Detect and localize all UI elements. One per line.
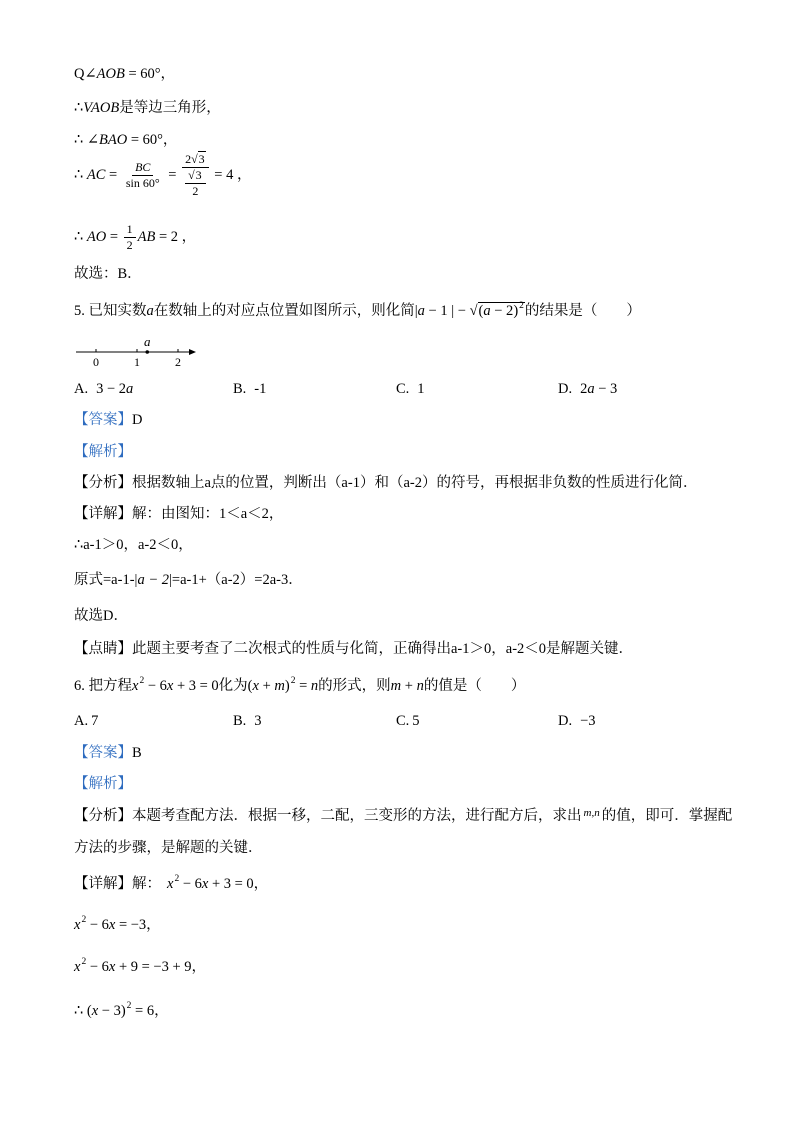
solution-line-ac — [74, 152, 251, 199]
exponent: 2 — [290, 676, 296, 686]
xiangjie-lead: 解： — [132, 876, 161, 892]
radicand — [478, 302, 525, 319]
expression — [415, 302, 525, 319]
variable-a: a — [417, 303, 425, 319]
option-variable: a — [126, 381, 134, 397]
option-text: 1 — [417, 381, 425, 397]
fraction-denominator: 2 — [126, 238, 133, 252]
variable-x: x — [91, 1003, 99, 1019]
option-label: C. — [396, 381, 410, 397]
equation-step-0 — [167, 876, 254, 892]
fraction-2root3-over-half-root3 — [182, 152, 209, 199]
radical-sign: √ — [188, 168, 195, 182]
sum-expression — [391, 678, 424, 694]
angle-name: BAO — [99, 132, 128, 148]
xiangjie-text: 解：由图知：1＜a＜2， — [132, 506, 284, 522]
q5-option-a — [74, 379, 133, 399]
equation-rest: = 60°， — [124, 66, 176, 82]
exponent: 2 — [126, 1001, 132, 1011]
q6-option-b — [233, 711, 262, 731]
variable-x: x — [74, 917, 81, 933]
therefore-symbol: ∴ — [74, 100, 84, 116]
variable-m: m — [390, 678, 402, 694]
nested-numerator — [185, 168, 206, 184]
q5-dianjing — [74, 639, 633, 659]
option-text: -1 — [254, 381, 267, 397]
fenxi-variables: m,n — [583, 807, 600, 819]
term: − 3 — [98, 1003, 121, 1019]
term: + 3 = 0 — [208, 876, 254, 892]
radical-sign: √ — [469, 303, 478, 319]
therefore-symbol: ∴ — [74, 228, 87, 245]
number-line-figure — [70, 332, 205, 374]
q5-option-c — [396, 379, 425, 399]
q6-option-d — [558, 711, 596, 731]
option-value — [254, 381, 266, 397]
stem-text: 化为 — [218, 678, 248, 694]
equation-step-2 — [74, 957, 206, 979]
variable-a: a — [483, 303, 491, 319]
q5-xiangjie — [74, 504, 283, 524]
step-text-tail: =a-1+（a-2）=2a-3． — [171, 572, 303, 588]
abs-bar: | — [134, 572, 138, 588]
question-number: 5. — [74, 303, 89, 319]
number-line-point-label: a — [144, 334, 151, 349]
equals-sign: = — [295, 678, 311, 694]
variable-x: x — [252, 678, 259, 694]
exponent: 2 — [139, 676, 145, 686]
left-paren: ( — [247, 678, 253, 694]
q6-option-a — [74, 711, 98, 731]
option-label: A. — [74, 381, 89, 397]
option-value: 7 — [91, 713, 99, 729]
q6-fenxi — [74, 806, 732, 827]
variable-x: x — [167, 876, 174, 892]
solution-line-ao — [74, 222, 196, 253]
fraction-numerator — [182, 152, 209, 168]
radicand: 3 — [195, 168, 202, 182]
exponent: 2 — [81, 957, 87, 967]
variable-a: a — [146, 303, 154, 319]
stem-text: 在数轴上的对应点位置如图所示，则化简 — [153, 303, 415, 319]
fenxi-tag: 【分析】 — [74, 808, 132, 824]
q5-fenxi — [74, 473, 697, 493]
therefore-symbol: ∴ — [74, 166, 87, 183]
dianjing-text: 此题主要考查了二次根式的性质与化简，正确得出a-1＞0，a-2＜0是解题关键． — [132, 641, 634, 657]
stem-text: 的形式，则 — [318, 678, 391, 694]
option-variable: a — [587, 381, 595, 397]
left-paren: ( — [478, 303, 484, 319]
therefore-symbol: ∴ — [74, 1003, 87, 1019]
fraction-numerator: BC — [132, 160, 153, 176]
number-line-tick-label: 0 — [93, 355, 99, 369]
variable-m: m — [274, 678, 285, 694]
variable-x: x — [201, 876, 209, 892]
xiangjie-tag: 【详解】 — [74, 876, 132, 892]
fraction-denominator — [182, 168, 209, 199]
minus-one: − 1 — [424, 303, 452, 319]
q6-fenxi-continued: 方法的步骤，是解题的关键． — [74, 840, 263, 856]
radicand: 3 — [198, 152, 205, 166]
because-symbol: Q∠ — [74, 66, 97, 82]
segment-name: AO — [86, 228, 107, 245]
q6-analysis-tag: 【解析】 — [74, 776, 132, 792]
fraction-denominator: sin 60° — [125, 176, 160, 190]
option-label: A. — [74, 713, 89, 729]
term: − 6 — [144, 678, 167, 694]
equation-target-form — [248, 678, 318, 694]
equals-sign: = — [164, 166, 181, 183]
coefficient: 2 — [185, 152, 192, 166]
option-value — [580, 381, 617, 397]
term: = −3 — [115, 917, 147, 933]
right-paren: ) — [284, 678, 290, 694]
abs-bar: | — [451, 303, 455, 319]
equation-rest: = 60°， — [127, 132, 178, 148]
fenxi-tag: 【分析】 — [74, 475, 132, 491]
term: − 6 — [86, 959, 109, 975]
term: + 3 = 0 — [173, 678, 219, 694]
fenxi-text: 本题考查配方法．根据一移，二配，三变形的方法，进行配方后，求出 — [132, 808, 582, 824]
therefore-symbol: ∴ ∠ — [74, 132, 99, 148]
abs-bar: | — [168, 572, 172, 588]
q6-xiangjie — [74, 874, 268, 896]
plus-sign: + — [401, 678, 417, 694]
stem-text: 已知实数 — [88, 303, 147, 319]
stem-text: 的值是（ ） — [423, 678, 526, 694]
q5-analysis-tag: 【解析】 — [74, 444, 132, 460]
fenxi-text: 的值，即可．掌握配 — [601, 808, 733, 824]
answer-value: B — [132, 745, 142, 761]
nested-denominator: 2 — [192, 184, 199, 198]
number-line-tick-label: 2 — [175, 355, 181, 369]
option-text: 3 − 2 — [96, 381, 127, 397]
punctuation: ， — [253, 876, 269, 892]
variable-n: n — [310, 678, 319, 694]
step-text: 原式=a-1- — [74, 572, 135, 588]
term: = 6 — [131, 1003, 155, 1019]
answer-tag: 【答案】 — [74, 412, 132, 428]
statement-text: 是等边三角形， — [119, 100, 221, 116]
answer-value: D — [132, 412, 143, 428]
right-paren: ) — [513, 303, 519, 319]
q5-option-d — [558, 379, 617, 399]
solution-line-equilateral — [74, 98, 221, 118]
solution-line-angle-bao — [74, 130, 177, 150]
variable-x: x — [166, 678, 174, 694]
exponent: 2 — [81, 915, 87, 925]
fraction-one-half — [124, 222, 136, 253]
segment-name: AC — [86, 166, 106, 183]
number-line-tick-label: 1 — [134, 355, 140, 369]
equation-original — [132, 678, 219, 694]
triangle-name: VAOB — [83, 100, 120, 116]
option-value: 5 — [412, 713, 420, 729]
answer-tag: 【答案】 — [74, 745, 132, 761]
equals-sign: = — [105, 166, 121, 183]
option-value — [96, 381, 133, 397]
choice-line: 故选：B． — [74, 266, 142, 282]
q6-answer — [74, 743, 142, 763]
option-value: −3 — [580, 713, 596, 729]
option-label: D. — [558, 713, 573, 729]
q5-answer — [74, 410, 142, 430]
number-line-arrow — [189, 349, 196, 355]
variable-n: n — [416, 678, 424, 694]
term: − 6 — [86, 917, 109, 933]
stem-text: 的结果是（ ） — [524, 303, 641, 319]
option-label: B. — [233, 713, 247, 729]
punctuation: ， — [191, 959, 207, 975]
fraction-numerator: 1 — [124, 222, 136, 238]
radical-sign: √ — [191, 152, 198, 166]
solution-line-angle-aob — [74, 64, 175, 84]
punctuation: ， — [154, 1003, 169, 1019]
option-label: C. — [396, 713, 410, 729]
q6-stem — [74, 676, 525, 698]
q6-option-c — [396, 711, 420, 731]
variable-x: x — [132, 678, 139, 694]
variable-x: x — [74, 959, 81, 975]
nested-fraction — [185, 168, 206, 199]
equals-sign: = — [106, 228, 122, 245]
option-value — [417, 381, 424, 397]
plus-sign: + — [258, 678, 275, 694]
q5-step-signs: ∴a-1＞0，a-2＜0， — [74, 537, 193, 553]
equation-rest: = 4 ， — [210, 166, 252, 183]
abs-inner: a − 2 — [137, 572, 169, 588]
term: − 6 — [179, 876, 202, 892]
q5-option-b — [233, 379, 266, 399]
fraction-bc-over-sin60 — [123, 160, 163, 191]
angle-name: AOB — [96, 66, 125, 82]
option-value: 3 — [254, 713, 262, 729]
minus-two: − 2 — [490, 303, 514, 319]
equation-step-1 — [74, 915, 161, 937]
q5-stem — [74, 301, 641, 323]
option-text-tail: − 3 — [594, 381, 618, 397]
right-paren: ) — [120, 1003, 126, 1019]
option-label: D. — [558, 381, 573, 397]
q5-step-simplify — [74, 570, 303, 590]
variable-x: x — [108, 917, 116, 933]
option-text: 2 — [580, 381, 588, 397]
equation-rest: = 2 ， — [155, 228, 197, 245]
left-paren: ( — [86, 1003, 92, 1019]
dianjing-tag: 【点睛】 — [74, 641, 132, 657]
stem-text: 把方程 — [88, 678, 132, 694]
term: + 9 = −3 + 9 — [115, 959, 192, 975]
punctuation: ， — [146, 917, 161, 933]
variable-x: x — [108, 959, 116, 975]
exponent: 2 — [174, 874, 180, 884]
abs-bar: | — [414, 303, 418, 319]
equation-step-3 — [74, 1001, 169, 1023]
xiangjie-tag: 【详解】 — [74, 506, 132, 522]
fenxi-text: 根据数轴上a点的位置，判断出（a-1）和（a-2）的符号，再根据非负数的性质进行化简． — [132, 475, 698, 491]
exponent: 2 — [519, 301, 524, 311]
segment-name: AB — [137, 228, 156, 245]
question-number: 6. — [74, 678, 89, 694]
minus-sign: − — [454, 303, 470, 319]
number-line-point — [145, 350, 149, 354]
q5-choice: 故选D． — [74, 608, 128, 624]
option-label: B. — [233, 381, 247, 397]
